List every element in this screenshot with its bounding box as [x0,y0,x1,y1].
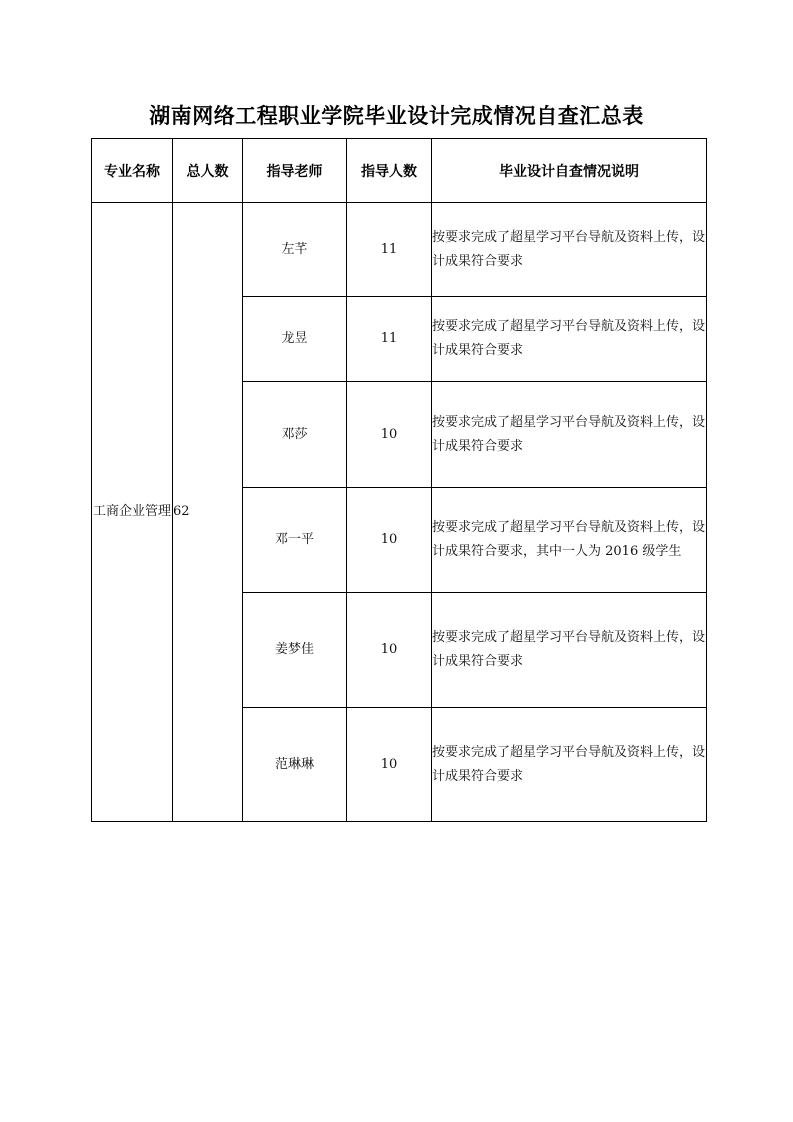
total-count: 62 [173,504,190,519]
note-cell: 按要求完成了超星学习平台导航及资料上传，设计成果符合要求，其中一人为 2016 级学生 [432,488,707,593]
total-cell [173,203,243,822]
count-cell: 10 [347,593,432,708]
note-cell: 按要求完成了超星学习平台导航及资料上传，设计成果符合要求 [432,593,707,708]
major-cell [92,203,173,822]
header-note: 毕业设计自查情况说明 [432,139,707,203]
page-title: 湖南网络工程职业学院毕业设计完成情况自查汇总表 [149,104,644,128]
note-cell: 按要求完成了超星学习平台导航及资料上传，设计成果符合要求 [432,708,707,822]
count-cell: 10 [347,708,432,822]
count-cell: 10 [347,382,432,488]
count-cell: 10 [347,488,432,593]
major-name: 工商企业管理 [92,504,171,519]
header-teacher: 指导老师 [243,139,347,203]
count-cell: 11 [347,203,432,297]
header-total: 总人数 [173,139,243,203]
table-header-row [92,139,707,203]
note-cell: 按要求完成了超星学习平台导航及资料上传，设计成果符合要求 [432,382,707,488]
note-cell: 按要求完成了超星学习平台导航及资料上传，设计成果符合要求 [432,203,707,297]
count-cell: 11 [347,297,432,382]
note-cell: 按要求完成了超星学习平台导航及资料上传，设计成果符合要求 [432,297,707,382]
header-major: 专业名称 [92,139,173,203]
teacher-cell: 姜梦佳 [243,593,347,708]
teacher-cell: 邓一平 [243,488,347,593]
teacher-cell: 左芊 [243,203,347,297]
table-row [92,203,707,297]
header-count: 指导人数 [347,139,432,203]
teacher-cell: 范琳琳 [243,708,347,822]
summary-table [91,138,707,822]
teacher-cell: 龙昱 [243,297,347,382]
teacher-cell: 邓莎 [243,382,347,488]
